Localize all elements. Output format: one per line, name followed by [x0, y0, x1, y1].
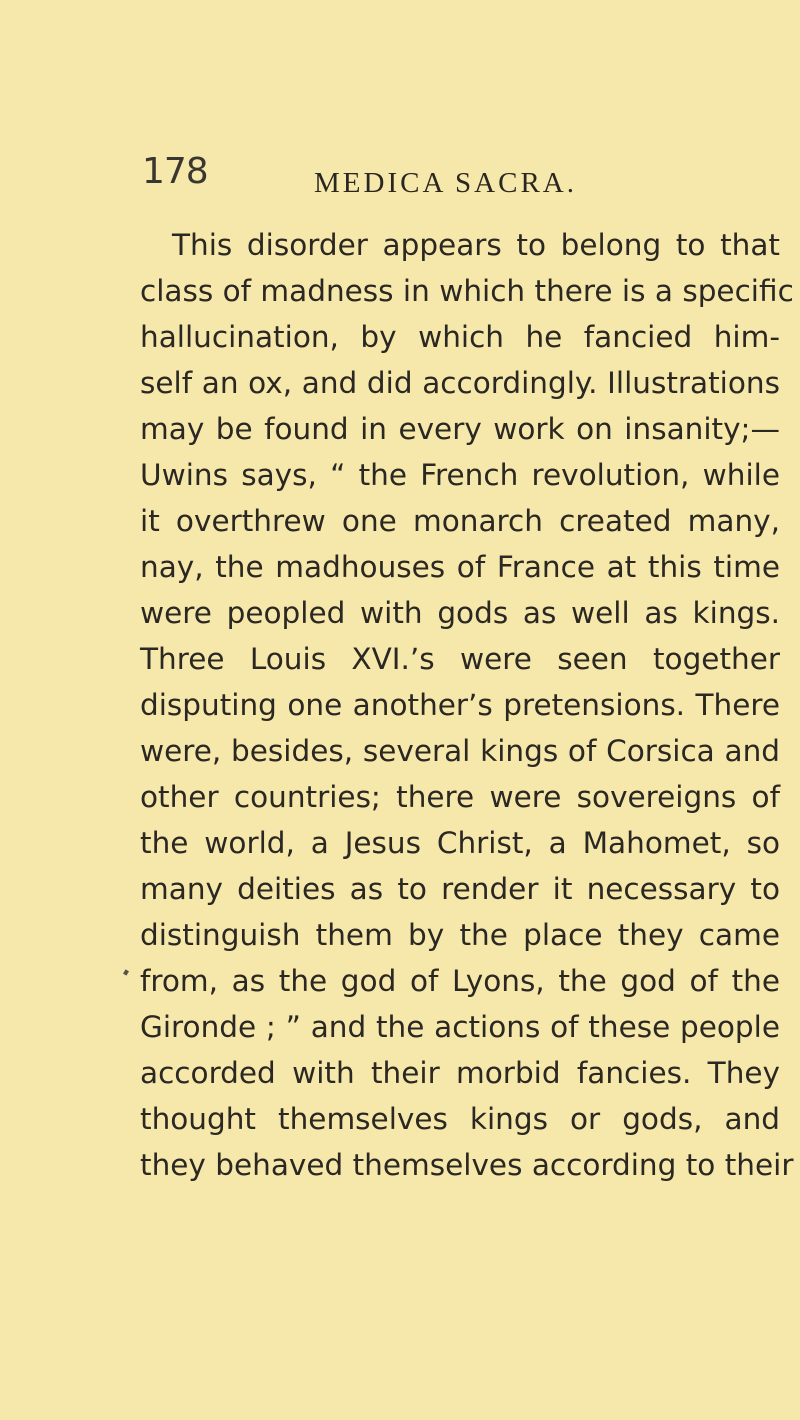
text-line: hallucination, by which he fancied him-: [140, 320, 780, 354]
text-line: may be found in every work on insanity;—: [140, 412, 780, 446]
text-line: the world, a Jesus Christ, a Mahomet, so: [140, 826, 780, 860]
text-line: it overthrew one monarch created many,: [140, 504, 780, 538]
text-line: Three Louis XVI.’s were seen together: [140, 642, 780, 676]
text-line: This disorder appears to belong to that: [172, 228, 780, 262]
text-line: thought themselves kings or gods, and: [140, 1102, 780, 1136]
text-line: from, as the god of Lyons, the god of the: [140, 964, 780, 998]
ink-speck: [123, 969, 129, 975]
text-line: disputing one another’s pretensions. There: [140, 688, 780, 722]
text-line: they behaved themselves according to their: [140, 1148, 794, 1182]
text-line: Uwins says, “ the French revolution, while: [140, 458, 780, 492]
text-line: many deities as to render it necessary to: [140, 872, 780, 906]
text-line: were peopled with gods as well as kings.: [140, 596, 780, 630]
text-line: were, besides, several kings of Corsica and: [140, 734, 780, 768]
text-line: nay, the madhouses of France at this time: [140, 550, 780, 584]
text-line: accorded with their morbid fancies. They: [140, 1056, 780, 1090]
running-head: MEDICA SACRA.: [314, 167, 577, 199]
page-number: 178: [142, 151, 208, 192]
body-text: [140, 222, 794, 1188]
text-line: distinguish them by the place they came: [140, 918, 780, 952]
text-line: class of madness in which there is a specific: [140, 274, 794, 308]
text-line: Gironde ; ” and the actions of these people: [140, 1010, 780, 1044]
text-line: self an ox, and did accordingly. Illustrations: [140, 366, 780, 400]
text-line: other countries; there were sovereigns of: [140, 780, 780, 814]
